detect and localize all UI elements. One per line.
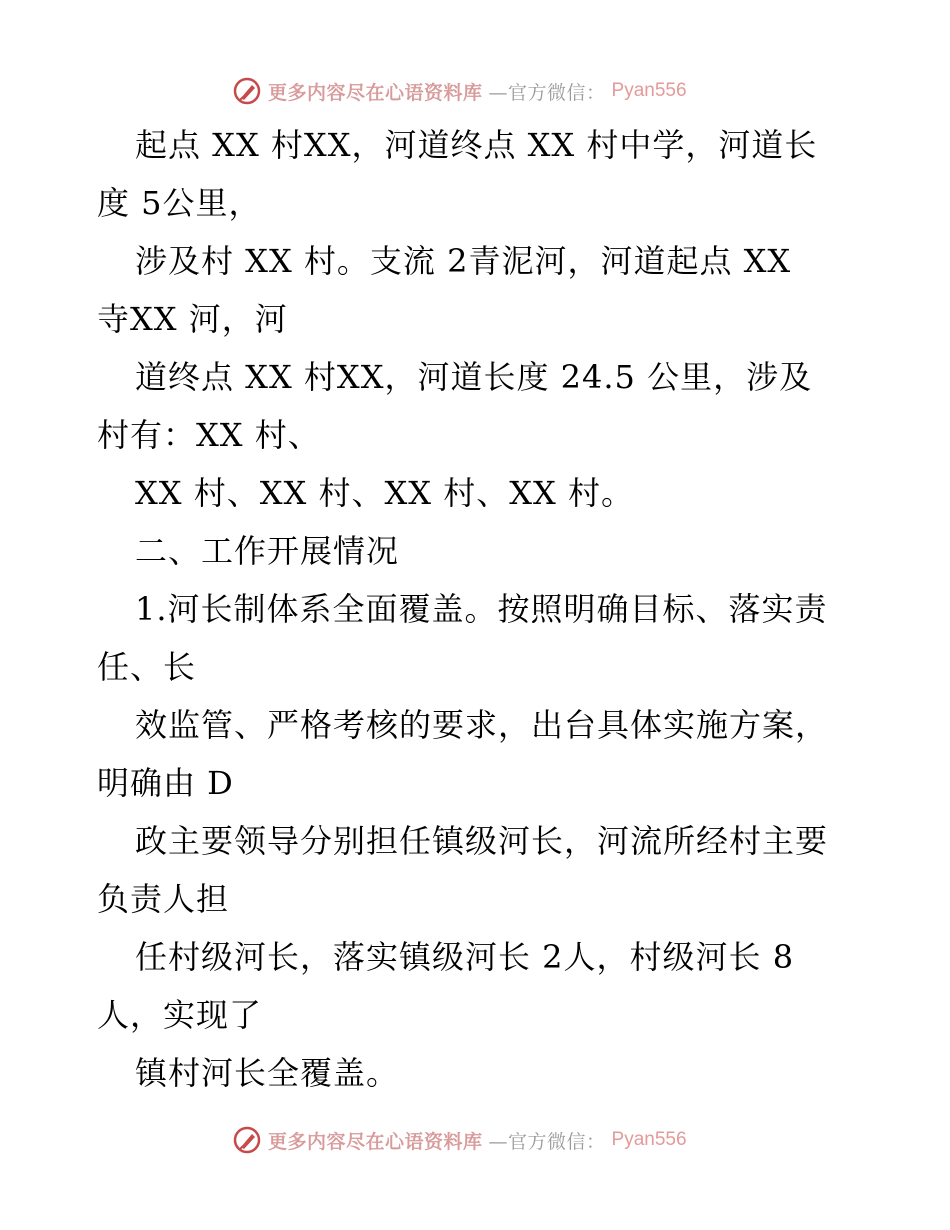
doc-line-2: 度 5公里， bbox=[97, 184, 262, 222]
header-watermark bbox=[232, 74, 687, 108]
section-heading: 二、工作开展情况 bbox=[135, 532, 400, 570]
doc-line-3: 涉及村 XX 村。支流 2青泥河，河道起点 XX bbox=[135, 242, 792, 280]
doc-line-9: 1.河长制体系全面覆盖。按照明确目标、落实责 bbox=[135, 590, 828, 628]
pen-nib-logo-icon bbox=[232, 1125, 262, 1155]
doc-line-7: XX 村、XX 村、XX 村、XX 村。 bbox=[135, 474, 634, 512]
footer-watermark bbox=[232, 1123, 687, 1157]
doc-line-14: 负责人担 bbox=[97, 880, 230, 918]
watermark-main-text: 更多内容尽在心语资料库 bbox=[268, 81, 483, 104]
watermark-id-text: Pyan556 bbox=[611, 80, 687, 101]
doc-line-10: 任、长 bbox=[97, 648, 197, 686]
doc-line-6: 村有：XX 村、 bbox=[97, 416, 321, 454]
doc-line-15: 任村级河长，落实镇级河长 2人，村级河长 8 bbox=[135, 938, 795, 976]
doc-line-16: 人，实现了 bbox=[97, 996, 263, 1034]
watermark-id-text: Pyan556 bbox=[611, 1129, 687, 1150]
doc-line-13: 政主要领导分别担任镇级河长，河流所经村主要 bbox=[135, 822, 829, 860]
doc-line-11: 效监管、严格考核的要求，出台具体实施方案， bbox=[135, 706, 829, 744]
doc-line-5: 道终点 XX 村XX，河道长度 24.5 公里，涉及 bbox=[135, 358, 813, 396]
watermark-main-text: 更多内容尽在心语资料库 bbox=[268, 1130, 483, 1153]
doc-line-17: 镇村河长全覆盖。 bbox=[135, 1054, 400, 1092]
doc-line-4: 寺XX 河，河 bbox=[97, 300, 288, 338]
pen-nib-logo-icon bbox=[232, 76, 262, 106]
watermark-mid-text: —官方微信： bbox=[488, 81, 606, 104]
doc-line-1: 起点 XX 村XX，河道终点 XX 村中学，河道长 bbox=[135, 126, 818, 164]
doc-line-12: 明确由 D bbox=[97, 764, 234, 802]
watermark-mid-text: —官方微信： bbox=[488, 1130, 606, 1153]
document-body bbox=[97, 116, 877, 1102]
